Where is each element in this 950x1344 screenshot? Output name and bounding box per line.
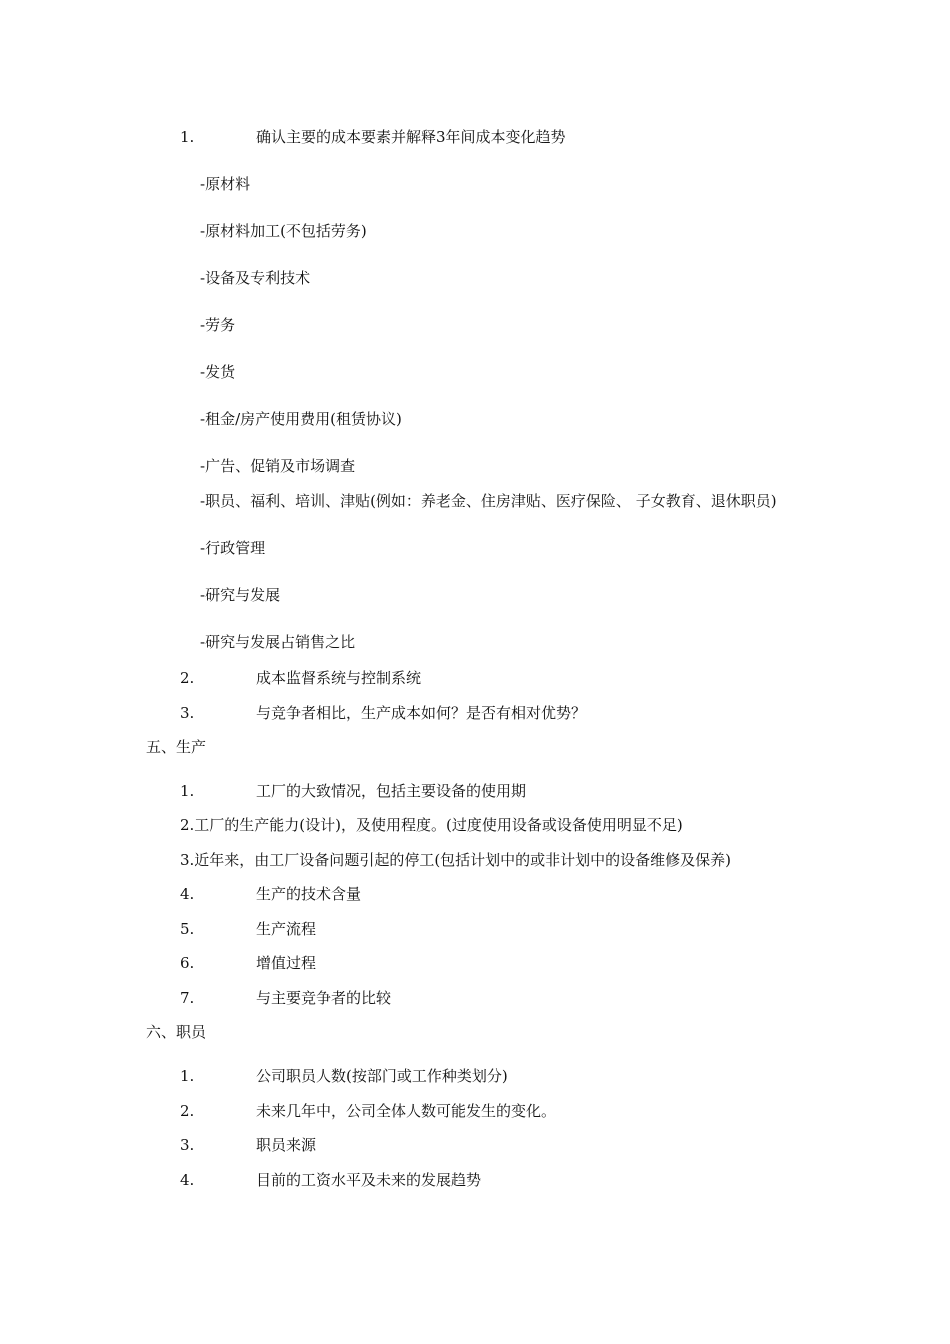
cost-sub-item: -原材料 bbox=[200, 175, 251, 193]
staff-item-text: 职员来源 bbox=[256, 1136, 317, 1154]
cost-sub-item: -设备及专利技术 bbox=[200, 269, 311, 287]
staff-item-number: 2. bbox=[180, 1102, 195, 1120]
production-item-number: 1. bbox=[180, 782, 195, 800]
cost-sub-item: -行政管理 bbox=[200, 539, 266, 557]
cost-item-2-text: 成本监督系统与控制系统 bbox=[256, 669, 422, 687]
cost-sub-item: -发货 bbox=[200, 363, 236, 381]
cost-item-1-text: 确认主要的成本要素并解释3年间成本变化趋势 bbox=[256, 128, 566, 146]
production-item-text: 3.近年来，由工厂设备问题引起的停工(包括计划中的或非计划中的设备维修及保养) bbox=[180, 851, 732, 869]
cost-sub-item: -职员、福利、培训、津贴(例如：养老金、住房津贴、医疗保险、 子女教育、退休职员) bbox=[200, 492, 777, 510]
cost-sub-item: -劳务 bbox=[200, 316, 236, 334]
staff-item-number: 1. bbox=[180, 1067, 195, 1085]
staff-item-number: 4. bbox=[180, 1171, 195, 1189]
cost-sub-item: -租金/房产使用费用(租赁协议) bbox=[200, 410, 402, 428]
staff-item-text: 未来几年中，公司全体人数可能发生的变化。 bbox=[256, 1102, 557, 1120]
production-item-text: 2.工厂的生产能力(设计)，及使用程度。(过度使用设备或设备使用明显不足) bbox=[180, 816, 683, 834]
staff-item-text: 公司职员人数(按部门或工作种类划分) bbox=[256, 1067, 508, 1085]
cost-item-3-number: 3. bbox=[180, 704, 195, 722]
production-item-number: 6. bbox=[180, 954, 195, 972]
cost-sub-item: -研究与发展占销售之比 bbox=[200, 633, 356, 651]
cost-item-1-number: 1. bbox=[180, 128, 195, 146]
staff-heading: 六、职员 bbox=[146, 1023, 207, 1041]
production-item-number: 4. bbox=[180, 885, 195, 903]
cost-sub-item: -原材料加工(不包括劳务) bbox=[200, 222, 367, 240]
production-item-number: 7. bbox=[180, 989, 195, 1007]
cost-sub-item: -广告、促销及市场调查 bbox=[200, 457, 356, 475]
cost-sub-item: -研究与发展 bbox=[200, 586, 281, 604]
staff-item-number: 3. bbox=[180, 1136, 195, 1154]
production-item-text: 与主要竞争者的比较 bbox=[256, 989, 392, 1007]
production-item-text: 生产的技术含量 bbox=[256, 885, 362, 903]
production-item-number: 5. bbox=[180, 920, 195, 938]
cost-item-2-number: 2. bbox=[180, 669, 195, 687]
production-item-text: 工厂的大致情况，包括主要设备的使用期 bbox=[256, 782, 527, 800]
production-item-text: 生产流程 bbox=[256, 920, 317, 938]
cost-item-3-text: 与竞争者相比，生产成本如何？是否有相对优势？ bbox=[256, 704, 587, 722]
production-item-text: 增值过程 bbox=[256, 954, 317, 972]
production-heading: 五、生产 bbox=[146, 738, 207, 756]
staff-item-text: 目前的工资水平及未来的发展趋势 bbox=[256, 1171, 482, 1189]
